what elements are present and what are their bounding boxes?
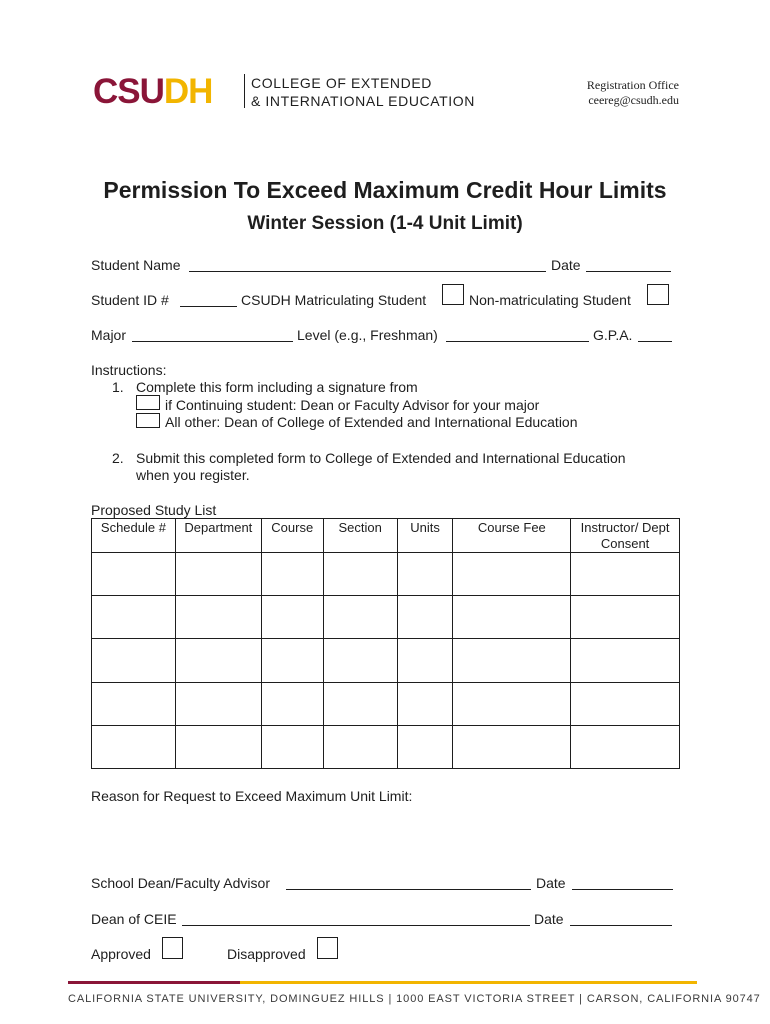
- table-cell[interactable]: [323, 682, 397, 725]
- table-cell[interactable]: [92, 725, 176, 768]
- other-student-checkbox[interactable]: [136, 413, 160, 428]
- gpa-field[interactable]: [638, 341, 672, 342]
- advisor-date-label: Date: [536, 875, 566, 891]
- major-field[interactable]: [132, 341, 293, 342]
- table-cell[interactable]: [175, 596, 261, 639]
- table-cell[interactable]: [571, 553, 680, 596]
- table-header-row: [92, 519, 680, 553]
- level-label: Level (e.g., Freshman): [297, 327, 438, 343]
- advisor-signature-field[interactable]: [286, 889, 531, 890]
- table-cell[interactable]: [397, 639, 453, 682]
- table-cell[interactable]: [92, 553, 176, 596]
- table-cell[interactable]: [261, 553, 323, 596]
- column-header-course: Course: [261, 519, 323, 553]
- logo-text-csu: CSU: [93, 72, 164, 111]
- table-cell[interactable]: [453, 596, 571, 639]
- ceie-date-field[interactable]: [570, 925, 672, 926]
- table-cell[interactable]: [453, 682, 571, 725]
- logo-college-line2: & INTERNATIONAL EDUCATION: [251, 93, 475, 109]
- ceie-signature-field[interactable]: [182, 925, 530, 926]
- table-cell[interactable]: [261, 596, 323, 639]
- csudh-logo: [93, 73, 212, 111]
- matriculating-checkbox[interactable]: [442, 284, 464, 305]
- table-cell[interactable]: [453, 725, 571, 768]
- table-row: [92, 553, 680, 596]
- table-cell[interactable]: [571, 682, 680, 725]
- table-cell[interactable]: [397, 596, 453, 639]
- table-row: [92, 725, 680, 768]
- ceie-date-label: Date: [534, 911, 564, 927]
- student-name-field[interactable]: [189, 271, 546, 272]
- table-cell[interactable]: [261, 639, 323, 682]
- instructions-heading: Instructions:: [91, 362, 167, 378]
- column-header-units: Units: [397, 519, 453, 553]
- table-cell[interactable]: [175, 682, 261, 725]
- continuing-student-checkbox[interactable]: [136, 395, 160, 410]
- table-cell[interactable]: [323, 725, 397, 768]
- table-row: [92, 639, 680, 682]
- reason-field[interactable]: [91, 808, 680, 860]
- table-row: [92, 682, 680, 725]
- disapproved-label: Disapproved: [227, 946, 306, 962]
- table-cell[interactable]: [92, 639, 176, 682]
- table-cell[interactable]: [571, 639, 680, 682]
- page-subtitle: Winter Session (1-4 Unit Limit): [247, 213, 523, 234]
- step2-text-line2: when you register.: [136, 467, 250, 483]
- table-cell[interactable]: [397, 725, 453, 768]
- footer-bar-gold: [240, 981, 697, 984]
- approved-label: Approved: [91, 946, 151, 962]
- table-cell[interactable]: [175, 639, 261, 682]
- table-cell[interactable]: [92, 682, 176, 725]
- table-cell[interactable]: [453, 639, 571, 682]
- logo-college-line1: COLLEGE OF EXTENDED: [251, 75, 432, 91]
- gpa-label: G.P.A.: [593, 327, 633, 343]
- non-matriculating-checkbox[interactable]: [647, 284, 669, 305]
- table-row: [92, 596, 680, 639]
- table-cell[interactable]: [92, 596, 176, 639]
- non-matriculating-label: Non-matriculating Student: [469, 292, 631, 308]
- date-field[interactable]: [586, 271, 671, 272]
- student-name-label: Student Name: [91, 257, 181, 273]
- column-header-schedule: Schedule #: [92, 519, 176, 553]
- logo-text-dh: DH: [163, 72, 213, 111]
- disapproved-checkbox[interactable]: [317, 937, 338, 959]
- table-cell[interactable]: [571, 596, 680, 639]
- reason-label: Reason for Request to Exceed Maximum Unit Limit:: [91, 788, 413, 804]
- table-cell[interactable]: [261, 682, 323, 725]
- table-cell[interactable]: [175, 553, 261, 596]
- matriculating-label: CSUDH Matriculating Student: [241, 292, 427, 308]
- step1-number: 1.: [112, 379, 124, 395]
- table-cell[interactable]: [175, 725, 261, 768]
- table-cell[interactable]: [323, 639, 397, 682]
- study-list-table: [91, 518, 680, 769]
- footer-bar-maroon: [68, 981, 240, 984]
- advisor-signature-label: School Dean/Faculty Advisor: [91, 875, 270, 891]
- step2-number: 2.: [112, 450, 124, 466]
- table-cell[interactable]: [323, 553, 397, 596]
- advisor-date-field[interactable]: [572, 889, 673, 890]
- date-label: Date: [551, 257, 581, 273]
- table-cell[interactable]: [571, 725, 680, 768]
- level-field[interactable]: [446, 341, 589, 342]
- logo-divider: [244, 74, 245, 108]
- continuing-student-option: if Continuing student: Dean or Faculty Advisor for your major: [165, 397, 540, 413]
- footer-address: CALIFORNIA STATE UNIVERSITY, DOMINGUEZ HILLS | 1000 EAST VICTORIA STREET | CARSON, CALIFORNIA 90747: [68, 993, 761, 1005]
- approved-checkbox[interactable]: [162, 937, 183, 959]
- table-cell[interactable]: [397, 682, 453, 725]
- page-title: Permission To Exceed Maximum Credit Hour Limits: [103, 177, 667, 203]
- column-header-course-fee: Course Fee: [453, 519, 571, 553]
- table-cell[interactable]: [397, 553, 453, 596]
- table-cell[interactable]: [261, 725, 323, 768]
- student-id-label: Student ID #: [91, 292, 169, 308]
- office-name: Registration Office: [586, 78, 679, 92]
- table-cell[interactable]: [323, 596, 397, 639]
- office-email[interactable]: ceereg@csudh.edu: [588, 93, 679, 107]
- table-cell[interactable]: [453, 553, 571, 596]
- other-student-option: All other: Dean of College of Extended and International Education: [165, 414, 578, 430]
- step2-text-line1: Submit this completed form to College of Extended and International Education: [136, 450, 626, 466]
- student-id-field[interactable]: [180, 306, 237, 307]
- major-label: Major: [91, 327, 127, 343]
- column-header-section: Section: [323, 519, 397, 553]
- study-list-heading: Proposed Study List: [91, 502, 217, 518]
- step1-text: Complete this form including a signature from: [136, 379, 418, 395]
- column-header-department: Department: [175, 519, 261, 553]
- column-header-instructor-consent: Instructor/ Dept Consent: [571, 519, 680, 553]
- ceie-signature-label: Dean of CEIE: [91, 911, 177, 927]
